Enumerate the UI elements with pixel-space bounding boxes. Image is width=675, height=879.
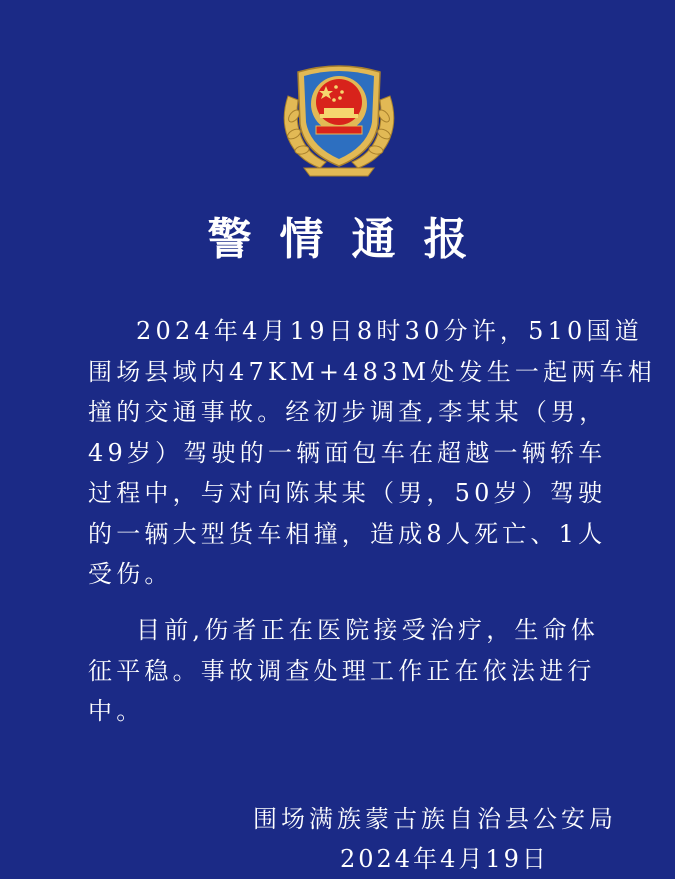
text-line: 2024年4月19日8时30分许，510国道 [136,317,643,345]
text-line: 征平稳。事故调查处理工作正在依法进行 [88,656,596,685]
text-line: 围场县域内47KM+483M处发生一起两车相 [88,357,656,386]
issuer-signature: 围场满族蒙古族自治县公安局 [253,805,617,833]
text-line: 的一辆大型货车相撞，造成8人死亡、1人 [88,519,607,548]
text-line: 受伤。 [88,560,173,588]
text-line: 49岁）驾驶的一辆面包车在超越一辆轿车 [88,438,607,467]
text-line: 目前,伤者正在医院接受治疗，生命体 [136,616,600,644]
issue-date: 2024年4月19日 [340,845,549,873]
text-line: 撞的交通事故。经初步调查,李某某（男， [88,398,608,426]
police-emblem-icon [274,56,404,186]
text-line: 过程中，与对向陈某某（男，50岁）驾驶 [88,479,607,507]
body-paragraph-2 [88,610,618,732]
page-title: 警情通报 [207,214,496,265]
text-line: 中。 [88,697,145,725]
body-paragraph-1 [88,311,656,595]
